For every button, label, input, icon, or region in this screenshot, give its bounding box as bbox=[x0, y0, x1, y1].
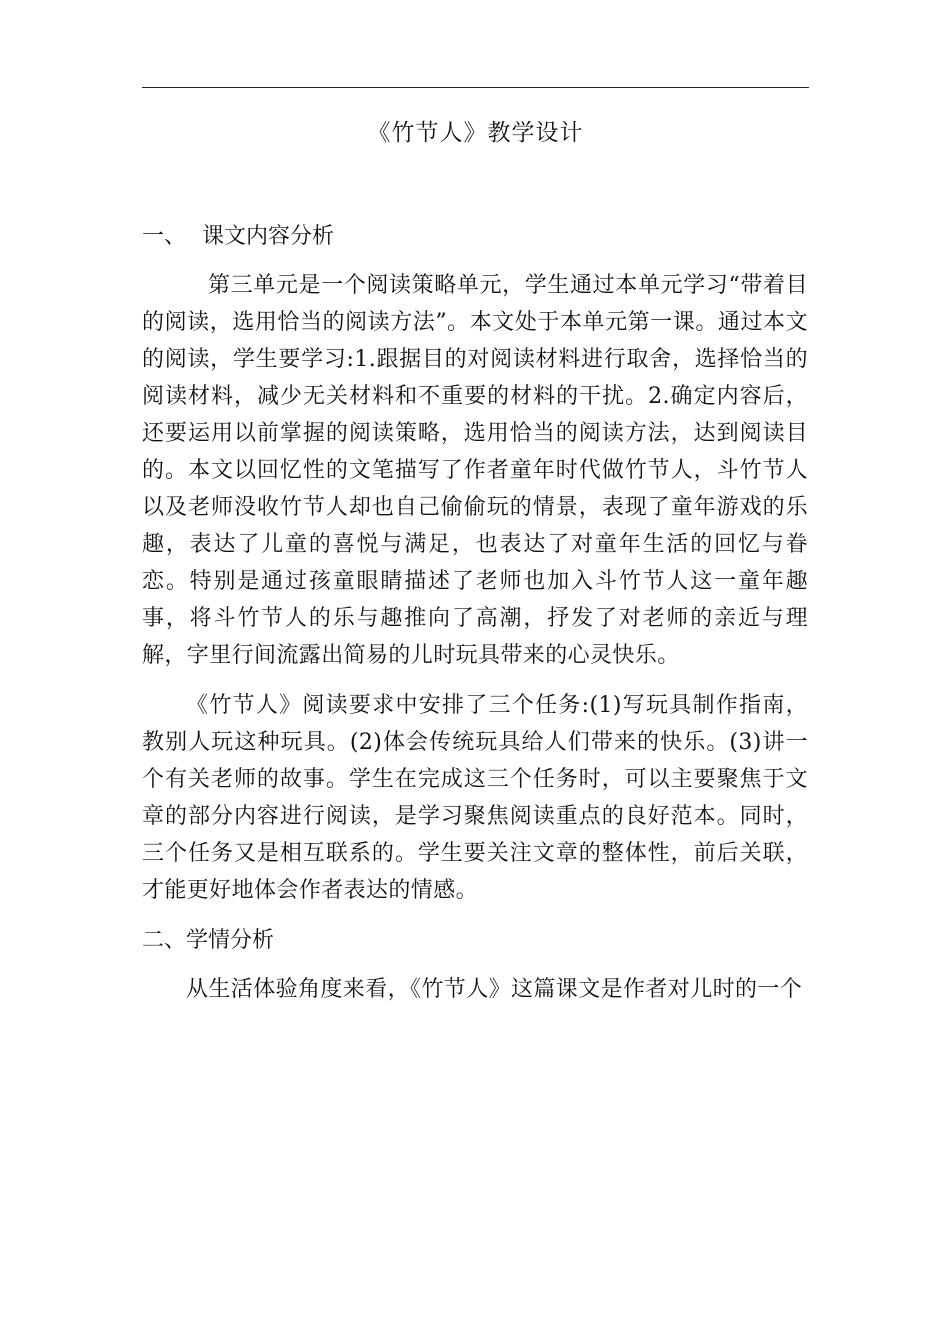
section-heading-2 bbox=[142, 922, 808, 959]
paragraph-2: 《竹节人》阅读要求中安排了三个任务:(1)写玩具制作指南，教别人玩这种玩具。(2)体会传统玩具给人们带来的快乐。(3)讲一个有关老师的故事。学生在完成这三个任务时，可以主要聚焦于文章的部分内容进行阅读，是学习聚焦阅读重点的良好范本。同时，三个任务又是相互联系的。学生要关注文章的整体性，前后关联，才能更好地体会作者表达的情感。 bbox=[142, 693, 808, 903]
section-title-1: 课文内容分析 bbox=[202, 224, 335, 249]
header-rule bbox=[142, 87, 809, 88]
paragraph-1: 第三单元是一个阅读策略单元，学生通过本单元学习“带着目的阅读，选用恰当的阅读方法”。本文处于本单元第一课。通过本文的阅读，学生要学习:1.跟据目的对阅读材料进行取舍，选择恰当的阅读材料，减少无关材料和不重要的材料的干扰。2.确定内容后，还要运用以前掌握的阅读策略，选用恰当的阅读方法，达到阅读目的。本文以回忆性的文笔描写了作者童年时代做竹节人，斗竹节人以及老师没收竹节人却也自己偷偷玩的情景，表现了童年游戏的乐趣，表达了儿童的喜悦与满足，也表达了对童年生活的回忆与眷恋。特别是通过孩童眼睛描述了老师也加入斗竹节人这一童年趣事，将斗竹节人的乐与趣推向了高潮，抒发了对老师的亲近与理解，字里行间流露出简易的儿时玩具带来的心灵快乐。 bbox=[142, 273, 808, 668]
section-heading-1 bbox=[142, 218, 808, 255]
document-title: 《竹节人》教学设计 bbox=[367, 120, 584, 146]
section-number-1: 一、 bbox=[142, 224, 187, 249]
paragraph-3: 从生活体验角度来看，《竹节人》这篇课文是作者对儿时的一个 bbox=[186, 977, 803, 1002]
section-title-2: 二、学情分析 bbox=[142, 928, 275, 953]
document-body bbox=[142, 218, 808, 1021]
